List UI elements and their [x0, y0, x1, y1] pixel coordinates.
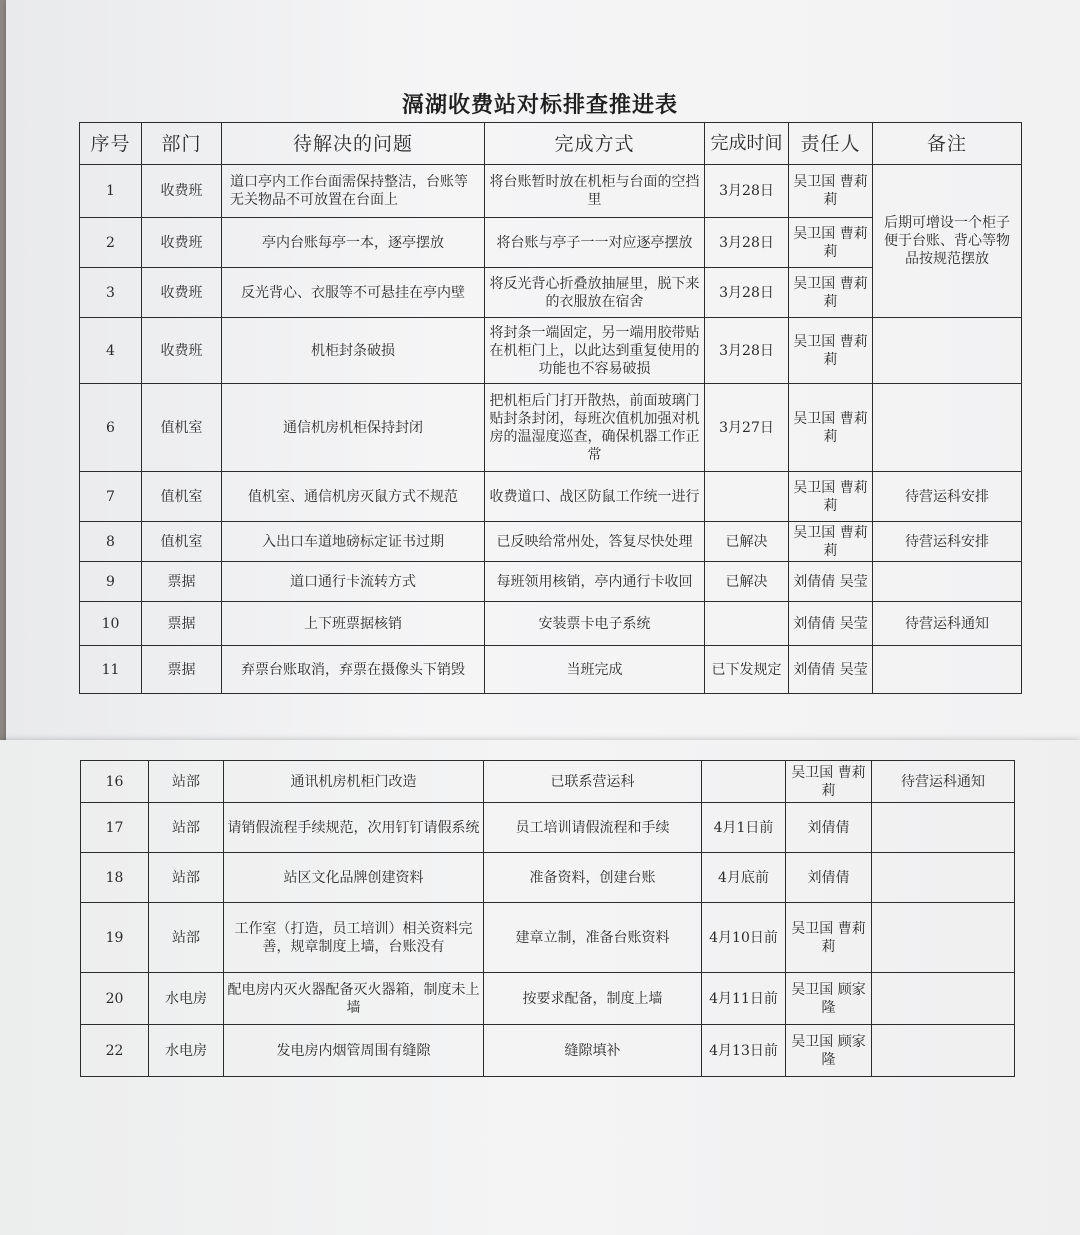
row-department: 值机室: [142, 522, 222, 562]
row-time: 4月10日前: [702, 903, 786, 973]
document-title: 滆湖收费站对标排查推进表: [401, 92, 678, 118]
row-owner: 吴卫国 顾家隆: [786, 1025, 872, 1077]
row-owner: 吴卫国 曹莉莉: [789, 218, 873, 268]
row-time: 3月27日: [705, 384, 789, 472]
row-number: 17: [81, 803, 149, 853]
merged-note-cell: 后期可增设一个柜子便于台账、背心等物品按规范摆放: [873, 165, 1022, 318]
progress-table-top: [79, 122, 1022, 694]
row-method: 按要求配备，制度上墙: [484, 973, 702, 1025]
row-number: 20: [81, 973, 149, 1025]
table-row: [80, 562, 1022, 602]
row-number: 22: [81, 1025, 149, 1077]
row-department: 值机室: [142, 472, 222, 522]
row-owner: 刘倩倩 吴莹: [789, 602, 873, 646]
row-time: 4月13日前: [702, 1025, 786, 1077]
row-number: 3: [80, 268, 142, 318]
row-owner: 吴卫国 曹莉莉: [789, 522, 873, 562]
table-row: [81, 1025, 1015, 1077]
table-row: [80, 472, 1022, 522]
row-method: 将封条一端固定，另一端用胶带贴在机柜门上，以此达到重复使用的功能也不容易破损: [485, 318, 705, 384]
row-method: 收费道口、战区防鼠工作统一进行: [485, 472, 705, 522]
header-method: 完成方式: [485, 123, 705, 165]
row-issue: 反光背心、衣服等不可悬挂在亭内壁: [222, 268, 485, 318]
row-method: 已反映给常州处，答复尽快处理: [485, 522, 705, 562]
row-time: [705, 472, 789, 522]
row-department: 水电房: [149, 973, 224, 1025]
row-number: 16: [81, 761, 149, 803]
table-row: [80, 318, 1022, 384]
row-owner: 刘倩倩: [786, 803, 872, 853]
row-note: 待营运科安排: [873, 522, 1022, 562]
row-method: 已联系营运科: [484, 761, 702, 803]
table-row: [81, 903, 1015, 973]
row-time: [702, 761, 786, 803]
header-department: 部门: [142, 123, 222, 165]
table-row: [80, 522, 1022, 562]
row-department: 水电房: [149, 1025, 224, 1077]
row-number: 4: [80, 318, 142, 384]
row-issue: 工作室（打造，员工培训）相关资料完善，规章制度上墙，台账没有: [224, 903, 484, 973]
row-note: 待营运科通知: [873, 602, 1022, 646]
row-number: 19: [81, 903, 149, 973]
row-issue: 站区文化品牌创建资料: [224, 853, 484, 903]
row-owner: 吴卫国 曹莉莉: [789, 472, 873, 522]
table-row: [81, 761, 1015, 803]
table-row: [80, 165, 1022, 218]
row-issue: 通信机房机柜保持封闭: [222, 384, 485, 472]
header-issue: 待解决的问题: [222, 123, 485, 165]
row-number: 8: [80, 522, 142, 562]
header-note: 备注: [873, 123, 1022, 165]
row-issue: 道口通行卡流转方式: [222, 562, 485, 602]
row-department: 收费班: [142, 318, 222, 384]
row-department: 票据: [142, 562, 222, 602]
row-issue: 道口亭内工作台面需保持整洁，台账等无关物品不可放置在台面上: [222, 165, 485, 218]
row-note: [873, 646, 1022, 694]
row-issue: 请销假流程手续规范，次用钉钉请假系统: [224, 803, 484, 853]
row-time: [705, 602, 789, 646]
table-row: [81, 853, 1015, 903]
row-issue: 亭内台账每亭一本，逐亭摆放: [222, 218, 485, 268]
row-owner: 刘倩倩 吴莹: [789, 562, 873, 602]
row-owner: 吴卫国 曹莉莉: [789, 384, 873, 472]
row-issue: 发电房内烟管周围有缝隙: [224, 1025, 484, 1077]
row-note: [873, 384, 1022, 472]
row-owner: 吴卫国 曹莉莉: [786, 903, 872, 973]
row-method: 安装票卡电子系统: [485, 602, 705, 646]
row-method: 把机柜后门打开散热，前面玻璃门贴封条封闭，每班次值机加强对机房的温湿度巡查，确保机器工作正常: [485, 384, 705, 472]
progress-table-bottom: [80, 760, 1015, 1077]
row-issue: 配电房内灭火器配备灭火器箱，制度未上墙: [224, 973, 484, 1025]
row-department: 值机室: [142, 384, 222, 472]
row-owner: 吴卫国 曹莉莉: [789, 165, 873, 218]
row-number: 7: [80, 472, 142, 522]
row-time: 3月28日: [705, 318, 789, 384]
header-number: 序号: [80, 123, 142, 165]
row-note: [873, 562, 1022, 602]
row-owner: 吴卫国 顾家隆: [786, 973, 872, 1025]
row-department: 站部: [149, 853, 224, 903]
row-time: 4月底前: [702, 853, 786, 903]
row-number: 11: [80, 646, 142, 694]
row-note: [873, 318, 1022, 384]
row-time: 4月1日前: [702, 803, 786, 853]
row-owner: 刘倩倩 吴莹: [789, 646, 873, 694]
row-note: [872, 903, 1015, 973]
row-owner: 吴卫国 曹莉莉: [789, 318, 873, 384]
row-department: 票据: [142, 646, 222, 694]
table-row: [80, 384, 1022, 472]
row-department: 站部: [149, 803, 224, 853]
row-method: 将反光背心折叠放抽屉里，脱下来的衣服放在宿舍: [485, 268, 705, 318]
table-row: [81, 803, 1015, 853]
row-note: 待营运科安排: [873, 472, 1022, 522]
row-method: 将台账与亭子一一对应逐亭摆放: [485, 218, 705, 268]
row-number: 1: [80, 165, 142, 218]
row-issue: 值机室、通信机房灭鼠方式不规范: [222, 472, 485, 522]
row-department: 票据: [142, 602, 222, 646]
row-method: 员工培训请假流程和手续: [484, 803, 702, 853]
row-issue: 入出口车道地磅标定证书过期: [222, 522, 485, 562]
row-method: 每班领用核销，亭内通行卡收回: [485, 562, 705, 602]
row-method: 当班完成: [485, 646, 705, 694]
row-method: 缝隙填补: [484, 1025, 702, 1077]
row-time: 3月28日: [705, 268, 789, 318]
row-note: [872, 973, 1015, 1025]
row-time: 4月11日前: [702, 973, 786, 1025]
row-time: 已解决: [705, 562, 789, 602]
row-department: 收费班: [142, 218, 222, 268]
row-department: 站部: [149, 761, 224, 803]
table-row: [80, 602, 1022, 646]
row-owner: 吴卫国 曹莉莉: [786, 761, 872, 803]
row-time: 3月28日: [705, 165, 789, 218]
row-note: [872, 803, 1015, 853]
row-note: [872, 853, 1015, 903]
row-time: 3月28日: [705, 218, 789, 268]
row-time: 已下发规定: [705, 646, 789, 694]
row-method: 将台账暂时放在机柜与台面的空挡里: [485, 165, 705, 218]
row-number: 6: [80, 384, 142, 472]
row-method: 建章立制，准备台账资料: [484, 903, 702, 973]
row-department: 站部: [149, 903, 224, 973]
row-note: 待营运科通知: [872, 761, 1015, 803]
row-issue: 弃票台账取消，弃票在摄像头下销毁: [222, 646, 485, 694]
row-department: 收费班: [142, 165, 222, 218]
row-time: 已解决: [705, 522, 789, 562]
row-department: 收费班: [142, 268, 222, 318]
row-number: 2: [80, 218, 142, 268]
row-owner: 刘倩倩: [786, 853, 872, 903]
row-number: 18: [81, 853, 149, 903]
header-row: [80, 123, 1022, 165]
row-method: 准备资料，创建台账: [484, 853, 702, 903]
row-number: 9: [80, 562, 142, 602]
row-issue: 机柜封条破损: [222, 318, 485, 384]
row-issue: 通讯机房机柜门改造: [224, 761, 484, 803]
row-note: [872, 1025, 1015, 1077]
header-owner: 责任人: [789, 123, 873, 165]
header-time: 完成时间: [705, 123, 789, 165]
table-row: [81, 973, 1015, 1025]
row-number: 10: [80, 602, 142, 646]
table-row: [80, 646, 1022, 694]
row-issue: 上下班票据核销: [222, 602, 485, 646]
row-owner: 吴卫国 曹莉莉: [789, 268, 873, 318]
